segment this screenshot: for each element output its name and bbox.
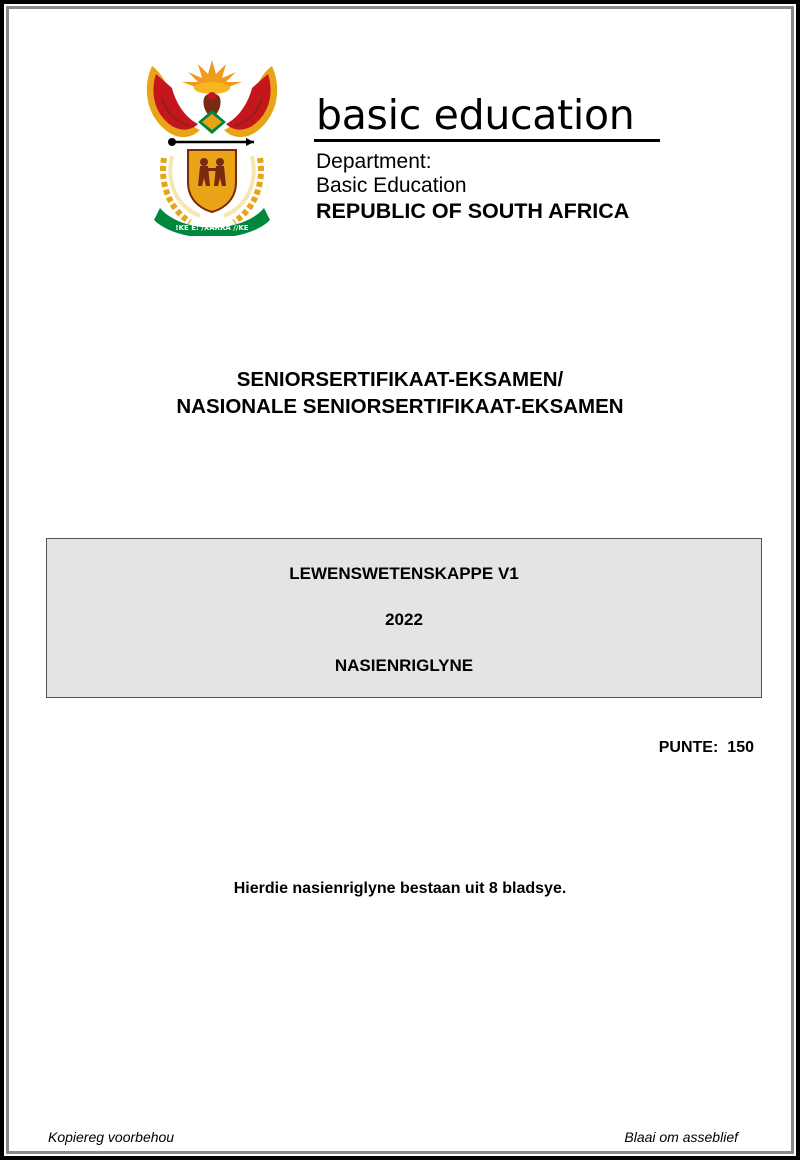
document-type: NASIENRIGLYNE	[334, 656, 474, 675]
department-label: Department:	[316, 150, 432, 173]
department-name: Basic Education	[316, 174, 467, 197]
marks-label: PUNTE:	[658, 739, 719, 756]
shield-icon	[188, 150, 236, 212]
brand-title: basic education	[316, 91, 635, 139]
rising-sun-icon	[182, 60, 242, 94]
country-name: REPUBLIC OF SOUTH AFRICA	[316, 199, 630, 223]
exam-year: 2022	[385, 610, 423, 629]
copyright-footer: Kopiereg voorbehou	[48, 1129, 175, 1145]
subject-name: LEWENSWETENSKAPPE V1	[289, 564, 519, 583]
page-count-note: Hierdie nasienriglyne bestaan uit 8 bladsye.	[233, 880, 567, 897]
svg-text:!KE E: /XARRA //KE: !KE E: /XARRA //KE	[175, 224, 249, 232]
department-branding	[314, 92, 664, 224]
exam-title-line2: NASIONALE SENIORSERTIFIKAAT-EKSAMEN	[176, 395, 624, 418]
subject-box	[46, 538, 762, 698]
coat-of-arms-logo	[142, 58, 282, 236]
exam-title	[4, 366, 796, 420]
exam-title-line1: SENIORSERTIFIKAAT-EKSAMEN/	[236, 368, 564, 391]
total-marks	[659, 739, 754, 757]
brand-underline	[314, 139, 660, 142]
marks-value: 150	[727, 739, 754, 756]
turn-over-footer: Blaai om asseblief	[624, 1129, 738, 1145]
